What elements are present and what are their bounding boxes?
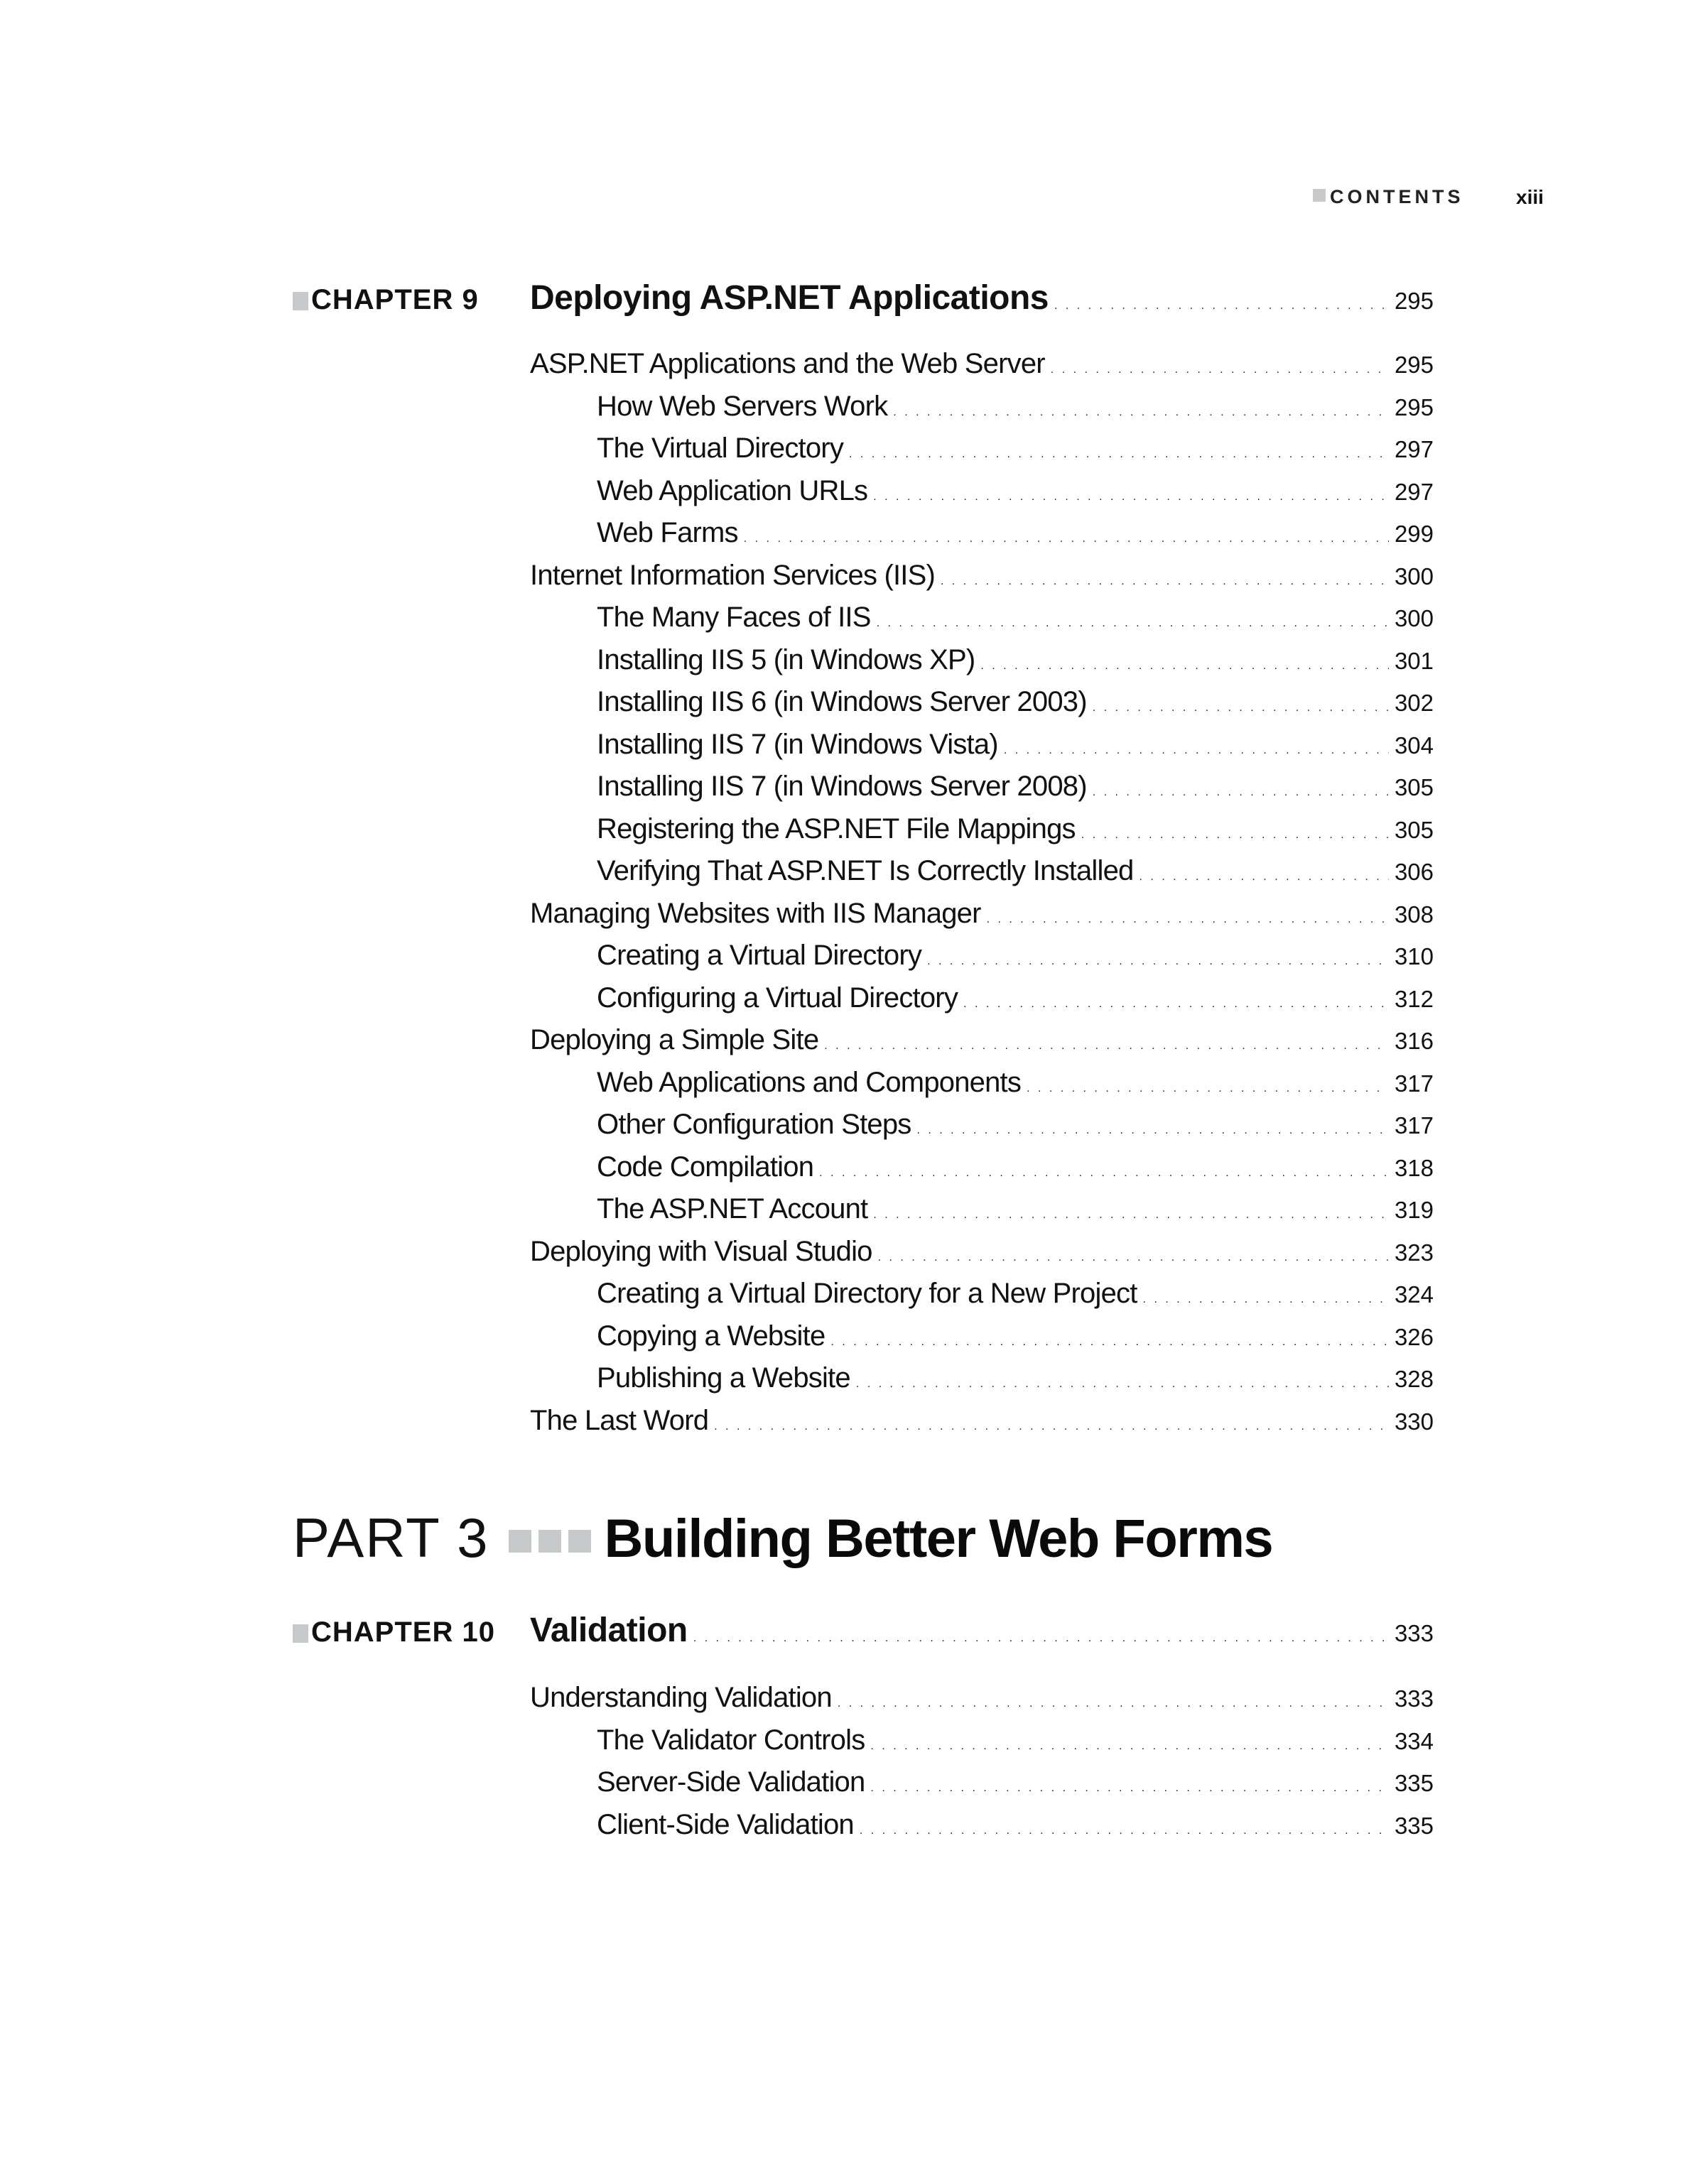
- toc-entry-page: 324: [1394, 1281, 1434, 1308]
- dot-leader: [941, 575, 1389, 588]
- toc-entry-title: Installing IIS 6 (in Windows Server 2003): [597, 686, 1087, 717]
- chapter-10-label: [293, 1617, 495, 1648]
- dot-leader: [1027, 1082, 1389, 1095]
- toc-subsection-row: [597, 1067, 1434, 1099]
- dot-leader: [1004, 744, 1389, 757]
- part-title: Building Better Web Forms: [604, 1509, 1273, 1569]
- toc-entry-title: Publishing a Website: [597, 1362, 850, 1393]
- dot-leader: [870, 1740, 1389, 1753]
- dot-leader: [1093, 702, 1389, 715]
- toc-section-row: [530, 348, 1434, 380]
- toc-entry-page: 318: [1394, 1154, 1434, 1181]
- toc-entry-title: Installing IIS 7 (in Windows Server 2008): [597, 771, 1087, 802]
- toc-entry-page: 304: [1394, 732, 1434, 759]
- toc-entry-title: Web Application URLs: [597, 474, 868, 506]
- toc-entry-title: Installing IIS 5 (in Windows XP): [597, 643, 975, 675]
- toc-subsection-row: [597, 644, 1434, 676]
- toc-entry-title: Creating a Virtual Directory for a New Project: [597, 1278, 1137, 1309]
- toc-subsection-row: [597, 855, 1434, 887]
- toc-subsection-row: [597, 1193, 1434, 1225]
- chapter-9-label-text: CHAPTER 9: [311, 284, 479, 315]
- toc-entry-page: 300: [1394, 563, 1434, 590]
- toc-entry-title: Web Applications and Components: [597, 1066, 1022, 1098]
- toc-entry-title: Web Farms: [597, 517, 738, 548]
- toc-subsection-row: [597, 771, 1434, 803]
- dot-leader: [870, 1782, 1389, 1795]
- toc-subsection-row: [597, 475, 1434, 507]
- toc-subsection-row: [597, 1278, 1434, 1310]
- dot-leader: [873, 491, 1389, 504]
- toc-entry-page: 317: [1394, 1112, 1434, 1139]
- toc-entry-page: 333: [1394, 1685, 1434, 1712]
- toc-entry-page: 306: [1394, 859, 1434, 885]
- toc-entry-page: 310: [1394, 943, 1434, 969]
- toc-entry-page: 317: [1394, 1070, 1434, 1097]
- chapter-title-row: [530, 278, 1434, 317]
- dot-leader: [877, 617, 1389, 630]
- dot-leader: [1093, 786, 1389, 799]
- toc-entry-title: Managing Websites with IIS Manager: [530, 897, 981, 929]
- toc-section-row: [530, 898, 1434, 930]
- toc-entry-title: Other Configuration Steps: [597, 1109, 911, 1140]
- toc-entry-title: Configuring a Virtual Directory: [597, 982, 958, 1014]
- square-bullet-icon: [293, 1624, 308, 1643]
- chapter-10-label-text: CHAPTER 10: [311, 1617, 495, 1648]
- dot-leader: [860, 1825, 1389, 1837]
- dot-leader: [693, 1632, 1389, 1645]
- toc-entry-title: Deploying ASP.NET Applications: [530, 279, 1049, 317]
- toc-entry-page: 297: [1394, 436, 1434, 462]
- toc-entry-page: 299: [1394, 521, 1434, 547]
- toc-section-row: [530, 1405, 1434, 1437]
- dot-leader: [878, 1251, 1389, 1264]
- toc-entry-page: 297: [1394, 478, 1434, 505]
- toc-subsection-row: [597, 517, 1434, 549]
- toc-entry-page: 295: [1394, 352, 1434, 378]
- toc-entry-page: 335: [1394, 1812, 1434, 1839]
- dot-leader: [849, 448, 1389, 461]
- toc-entry-title: The Virtual Directory: [597, 433, 844, 464]
- toc-section-row: [530, 1024, 1434, 1056]
- dot-leader: [819, 1167, 1389, 1180]
- toc-subsection-row: [597, 1362, 1434, 1394]
- dot-leader: [714, 1420, 1389, 1433]
- toc-entry-title: Understanding Validation: [530, 1682, 832, 1713]
- toc-entry-title: The Many Faces of IIS: [597, 602, 871, 633]
- toc-entry-title: Verifying That ASP.NET Is Correctly Installed: [597, 855, 1134, 886]
- toc-subsection-row: [597, 1766, 1434, 1798]
- dot-leader: [744, 533, 1389, 545]
- toc-entry-page: 305: [1394, 816, 1434, 843]
- toc-entry-title: Code Compilation: [597, 1151, 814, 1183]
- toc-entry-title: Server-Side Validation: [597, 1766, 865, 1798]
- dot-leader: [893, 406, 1389, 419]
- toc-entry-title: Client-Side Validation: [597, 1808, 854, 1840]
- toc-entry-page: 319: [1394, 1197, 1434, 1223]
- toc-section-row: [530, 560, 1434, 592]
- toc-subsection-row: [597, 1151, 1434, 1183]
- toc-subsection-row: [597, 1109, 1434, 1141]
- toc-entry-title: ASP.NET Applications and the Web Server: [530, 348, 1045, 379]
- toc-entry-page: 334: [1394, 1727, 1434, 1754]
- dot-leader: [824, 1040, 1389, 1053]
- toc-entry-page: 308: [1394, 901, 1434, 928]
- toc-entry-title: The Validator Controls: [597, 1724, 865, 1756]
- toc-entry-title: The ASP.NET Account: [597, 1193, 868, 1224]
- dot-leader: [1051, 364, 1389, 376]
- toc-subsection-row: [597, 1724, 1434, 1756]
- dot-leader: [830, 1336, 1389, 1349]
- toc-section-row: [530, 1682, 1434, 1714]
- toc-subsection-row: [597, 433, 1434, 464]
- toc-entry-page: 316: [1394, 1028, 1434, 1054]
- chapter-9-label: [293, 284, 479, 316]
- dot-leader: [916, 1124, 1388, 1137]
- toc-entry-page: 330: [1394, 1408, 1434, 1435]
- toc-entry-title: Copying a Website: [597, 1320, 826, 1352]
- toc-subsection-row: [597, 1809, 1434, 1841]
- toc-subsection-row: [597, 1320, 1434, 1352]
- toc-section-row: [530, 1236, 1434, 1268]
- toc-subsection-row: [597, 940, 1434, 972]
- toc-entry-page: 300: [1394, 605, 1434, 631]
- toc-entry-title: The Last Word: [530, 1404, 709, 1436]
- running-header: [1313, 186, 1464, 208]
- part-3-heading: [293, 1506, 1272, 1570]
- toc-entry-page: 301: [1394, 647, 1434, 674]
- toc-entry-title: Validation: [530, 1612, 688, 1649]
- dot-leader: [963, 998, 1389, 1011]
- toc-entry-page: 305: [1394, 774, 1434, 800]
- toc-entry-title: How Web Servers Work: [597, 390, 888, 422]
- toc-entry-title: Deploying with Visual Studio: [530, 1235, 872, 1267]
- toc-entry-page: 295: [1394, 393, 1434, 420]
- dot-leader: [987, 913, 1389, 926]
- dot-leader: [1054, 300, 1389, 313]
- toc-entry-page: 302: [1394, 690, 1434, 716]
- dot-leader: [927, 955, 1389, 968]
- dot-leader: [873, 1209, 1389, 1222]
- toc-subsection-row: [597, 982, 1434, 1014]
- page-number: xiii: [1516, 186, 1544, 208]
- toc-entry-title: Registering the ASP.NET File Mappings: [597, 813, 1076, 844]
- toc-entry-page: 323: [1394, 1239, 1434, 1266]
- toc-subsection-row: [597, 729, 1434, 761]
- toc-subsection-row: [597, 813, 1434, 845]
- dot-leader: [838, 1697, 1389, 1710]
- running-header-section: CONTENTS: [1330, 186, 1464, 207]
- toc-entry-page: 326: [1394, 1323, 1434, 1350]
- toc-entry-title: Installing IIS 7 (in Windows Vista): [597, 728, 998, 760]
- toc-entry-page: 335: [1394, 1770, 1434, 1796]
- toc-subsection-row: [597, 602, 1434, 634]
- toc-entry-page: 333: [1394, 1620, 1434, 1646]
- toc-subsection-row: [597, 391, 1434, 423]
- dot-leader: [856, 1378, 1389, 1391]
- part-squares-icon: [509, 1530, 591, 1553]
- dot-leader: [1143, 1293, 1389, 1306]
- dot-leader: [1081, 829, 1389, 842]
- part-label: PART 3: [293, 1506, 489, 1569]
- square-bullet-icon: [293, 292, 308, 310]
- toc-entry-title: Deploying a Simple Site: [530, 1024, 819, 1055]
- chapter-title-row: [530, 1611, 1434, 1650]
- toc-subsection-row: [597, 686, 1434, 718]
- dot-leader: [1140, 871, 1389, 884]
- toc-entry-page: 328: [1394, 1366, 1434, 1392]
- toc-entry-title: Internet Information Services (IIS): [530, 559, 936, 591]
- square-bullet-icon: [1313, 189, 1326, 202]
- toc-entry-title: Creating a Virtual Directory: [597, 940, 922, 971]
- dot-leader: [980, 660, 1389, 673]
- toc-entry-page: 295: [1394, 288, 1434, 314]
- toc-entry-page: 312: [1394, 985, 1434, 1012]
